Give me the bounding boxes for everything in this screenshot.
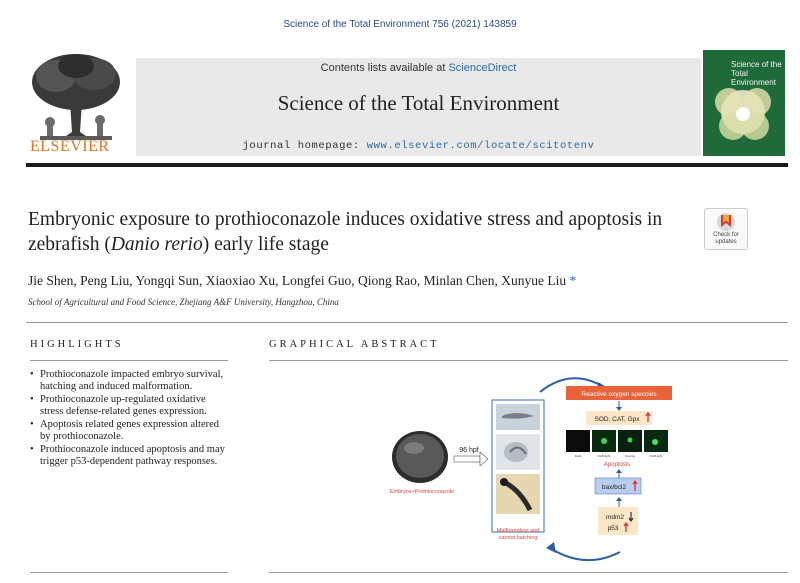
micro-label: Overlay	[624, 454, 636, 458]
contents-line	[136, 62, 701, 74]
homepage-prefix: journal homepage:	[242, 140, 367, 152]
arrowhead-up-icon	[616, 469, 622, 473]
graphical-abstract-heading: GRAPHICAL ABSTRACT	[269, 339, 440, 350]
affiliation: School of Agricultural and Food Science, Zhejiang A&F University, Hangzhou, China	[28, 297, 339, 307]
p53-label: p53	[607, 525, 619, 532]
curved-arrow-bottom	[550, 548, 620, 560]
apoptosis-label: Apoptosis	[603, 462, 631, 468]
highlight-item: • Prothioconazole up-regulated oxidative stress defense-related genes expression.	[30, 394, 230, 418]
journal-header	[26, 46, 788, 158]
header-divider	[26, 163, 788, 167]
arrowhead-up-icon	[616, 497, 622, 501]
corresponding-author-mark[interactable]: *	[569, 273, 577, 288]
journal-citation[interactable]: Science of the Total Environment 756 (2021) 143859	[283, 19, 517, 30]
graphical-abstract-bottom-rule	[269, 572, 788, 573]
larva-image-2	[496, 434, 540, 470]
cover-title	[731, 60, 785, 87]
cover-title-line-1: Science of the	[731, 60, 782, 69]
title-part-1: Embryonic exposure to prothioconazole induces oxidative stress and apoptosis in zebrafish (	[28, 209, 663, 255]
micro-label: Field	[574, 454, 582, 458]
graphical-abstract-figure[interactable]	[370, 370, 690, 570]
check-for-updates-button[interactable]	[704, 208, 748, 250]
mdm2-label: mdm2	[605, 514, 625, 521]
micro-label: DAB-light	[649, 454, 663, 458]
crossmark-label	[705, 232, 747, 246]
sciencedirect-link[interactable]: ScienceDirect	[448, 62, 517, 74]
highlights-top-rule	[30, 360, 228, 361]
larva-image-3	[496, 474, 540, 514]
authors-text: Jie Shen, Peng Liu, Yongqi Sun, Xiaoxiao Xu, Longfei Guo, Qiong Rao, Minlan Chen, Xunyue Liu	[28, 273, 567, 288]
cover-title-line-2: Total Environment	[731, 69, 776, 87]
crossmark-label-line-1: Check for	[713, 232, 739, 238]
highlight-item: • Prothioconazole induced apoptosis and may trigger p53-dependent pathway responses.	[30, 444, 230, 468]
journal-banner	[136, 58, 701, 156]
graphical-abstract-top-rule	[269, 360, 788, 361]
arrowhead-bottom-icon	[546, 542, 556, 553]
journal-cover-image[interactable]	[703, 50, 785, 156]
title-species: Danio rerio	[110, 234, 203, 255]
homepage-line	[136, 140, 701, 152]
micro-label: DAB-light	[597, 454, 611, 458]
authors-divider	[26, 322, 788, 323]
highlights-bottom-rule	[30, 572, 228, 573]
arrowhead-down-icon	[616, 407, 622, 411]
embryo-label: Embryos+Prothioconazole	[389, 489, 455, 495]
microscopy-strip	[566, 430, 668, 452]
article-title	[28, 207, 678, 257]
highlight-item: • Apoptosis related genes expression altered by prothioconazole.	[30, 419, 230, 443]
bax-label: bax/bcl2	[601, 484, 627, 491]
title-part-2: ) early life stage	[202, 234, 329, 255]
journal-title: Science of the Total Environment	[277, 91, 560, 115]
publisher-name: ELSEVIER	[30, 138, 110, 155]
ros-label: Reactive oxygen speccies	[581, 391, 657, 398]
embryo-dish-image	[392, 431, 448, 483]
right-arrow-icon	[454, 452, 488, 466]
crossmark-label-line-2: updates	[715, 239, 737, 245]
malformation-label-1: Malformation and	[496, 528, 540, 534]
author-list	[28, 273, 576, 289]
malformation-label-2: cannot hatching	[498, 535, 538, 541]
contents-prefix: Contents lists available at	[320, 62, 449, 74]
journal-homepage-link[interactable]: www.elsevier.com/locate/scitotenv	[366, 140, 595, 152]
highlight-item: • Prothioconazole impacted embryo survival, hatching and induced malformation.	[30, 369, 230, 393]
enzymes-label: SOD, CAT, Gpx	[594, 416, 640, 423]
larva-image-1	[496, 404, 540, 430]
highlights-list	[30, 369, 230, 469]
time-label: 96 hpf	[459, 447, 479, 454]
highlights-heading: HIGHLIGHTS	[30, 339, 124, 350]
